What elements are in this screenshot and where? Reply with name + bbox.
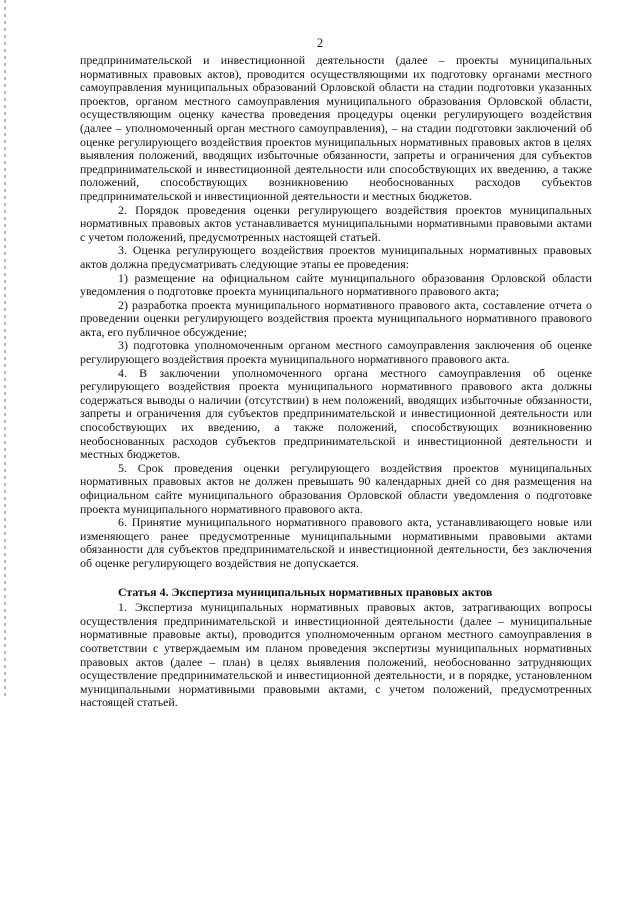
paragraph-item-6: 6. Принятие муниципального нормативного правового акта, устанавливающего новые или изменяющего ранее предусмотренные муниципальными нормативными правовыми актами обязанности для субъектов предпринимательской и инвестиционной деятельности, без заключения об оценке регулирующего воздействия не допускается. [80,515,592,570]
paragraph-item-2: 2. Порядок проведения оценки регулирующего воздействия проектов муниципальных нормативных правовых актов устанавливается муниципальными нормативными правовыми актами с учетом положений, предусмотренных настоящей статьей. [80,202,592,244]
article-heading: Статья 4. Экспертиза муниципальных нормативных правовых актов [118,584,493,599]
subparagraph-1: 1) размещение на официальном сайте муниципального образования Орловской области уведомления о подготовке проекта муниципального нормативного правового акта; [80,270,592,299]
subparagraph-3: 3) подготовка уполномоченным органом местного самоуправления заключения об оценке регулирующего воздействия проекта муниципального нормативного правового акта. [80,338,592,367]
paragraph-continuation: предпринимательской и инвестиционной деятельности (далее – проекты муниципальных нормативных правовых актов), проводится осуществляющими их подготовку органами местного самоуправления муниципальных образований Орловской области на стадии подготовки указанных проектов, органом местного самоуправления муниципального образования Орловской области, осуществляющим оценку качества проведения процедуры оценки регулирующего воздействия (далее – уполномоченный орган местного самоуправления), – на стадии подготовки заключений об оценке регулирующего воздействия проектов муниципальных нормативных правовых актов в целях выявления положений, вводящих избыточные обязанности, запреты и ограничения для субъектов предпринимательской и инвестиционной деятельности или способствующих их введению, а также положений, способствующих возникновению необоснованных расходов субъектов предпринимательской и инвестиционной деятельности и местных бюджетов. [80,53,592,203]
margin-rule [4,0,6,700]
article-4-paragraph-1: 1. Экспертиза муниципальных нормативных правовых актов, затрагивающих вопросы осуществления предпринимательской и инвестиционной деятельности (далее – муниципальные нормативные правовые акты), проводится уполномоченным органом местного самоуправления в соответствии с утверждаемым им планом проведения экспертизы муниципальных нормативных правовых актов (далее – план) в целях выявления положений, необоснованно затрудняющих осуществление предпринимательской и инвестиционной деятельности, и в порядке, установленном муниципальными нормативными правовыми актами, с учетом положений, предусмотренных настоящей статьей. [80,600,592,710]
body-text [80,54,592,710]
paragraph-item-4: 4. В заключении уполномоченного органа местного самоуправления об оценке регулирующего воздействия проекта муниципального нормативного правового акта должны содержаться выводы о наличии (отсутствии) в нем положений, вводящих избыточные обязанности, запреты и ограничения для субъектов предпринимательской и инвестиционной деятельности или способствующих их введению, а также положений, способствующих возникновению необоснованных расходов субъектов предпринимательской и инвестиционной деятельности и местных бюджетов. [80,365,592,462]
subparagraph-2: 2) разработка проекта муниципального нормативного правового акта, составление отчета о проведении оценки регулирующего воздействия проекта муниципального нормативного правового акта, его публичное обсуждение; [80,297,592,339]
page-number: 2 [316,36,324,50]
paragraph-item-5: 5. Срок проведения оценки регулирующего воздействия проектов муниципальных нормативных правовых актов не должен превышать 90 календарных дней со дня размещения на официальном сайте муниципального образования Орловской области уведомления о подготовке проекта муниципального нормативного правового акта. [80,460,592,516]
paragraph-item-3: 3. Оценка регулирующего воздействия проектов муниципальных нормативных правовых актов должна предусматривать следующие этапы ее проведения: [80,243,592,271]
